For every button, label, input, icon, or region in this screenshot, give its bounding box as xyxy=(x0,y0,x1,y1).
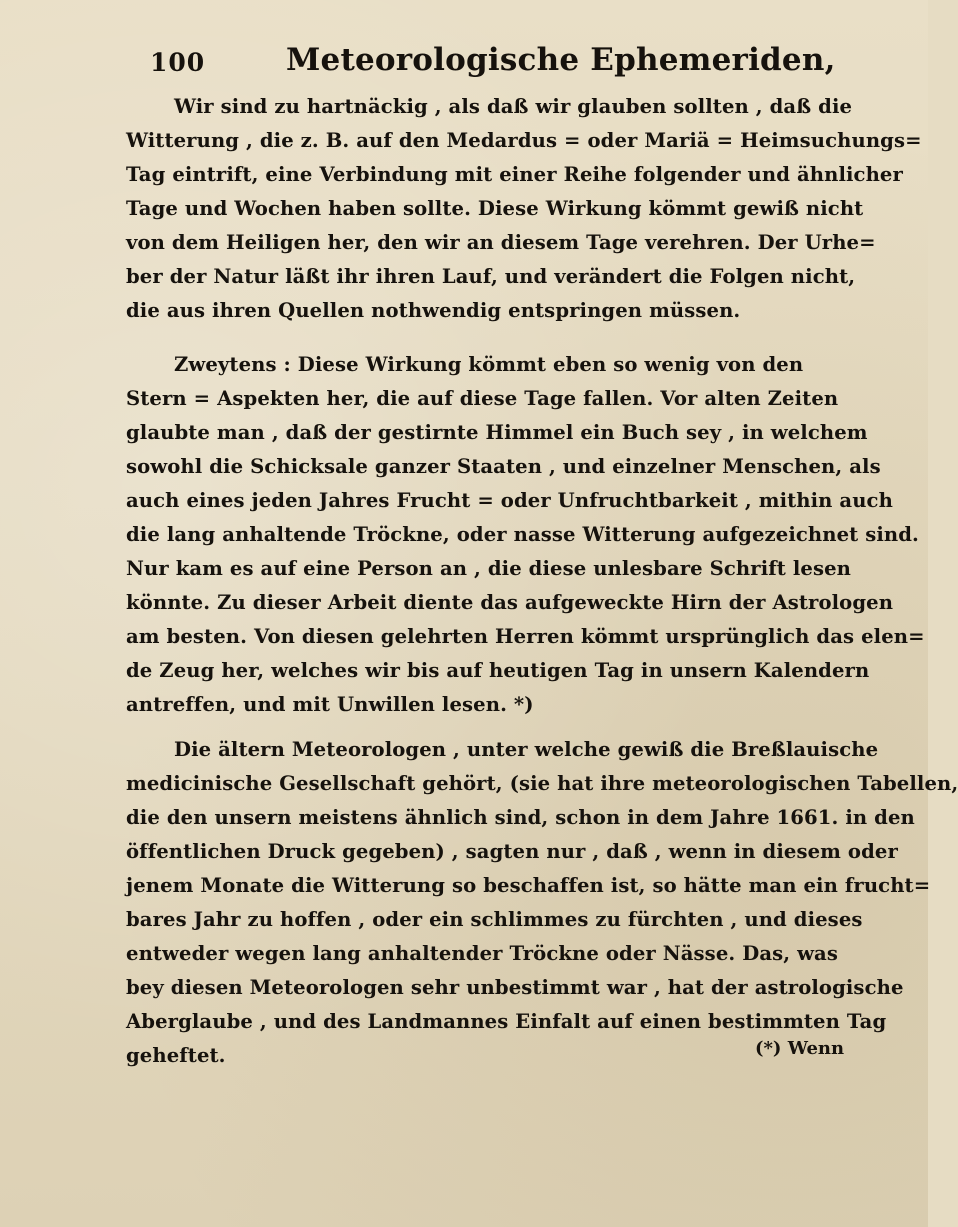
text-line: Aberglaube , und des Landmannes Einfalt auf einen bestimmten Tag xyxy=(126,1010,887,1033)
text-line: bey diesen Meteorologen sehr unbestimmt war , hat der astrologische xyxy=(126,976,904,999)
text-line: könnte. Zu dieser Arbeit diente das aufgeweckte Hirn der Astrologen xyxy=(126,591,894,614)
running-title: Meteorologische Ephemeriden, xyxy=(286,42,836,78)
text-line: die aus ihren Quellen nothwendig entspringen müssen. xyxy=(126,299,741,322)
page-header xyxy=(150,42,836,86)
text-line: medicinische Gesellschaft gehört, (sie hat ihre meteorologischen Tabellen, xyxy=(126,772,958,795)
text-line: bares Jahr zu hoffen , oder ein schlimmes zu fürchten , und dieses xyxy=(126,908,863,931)
text-line: de Zeug her, welches wir bis auf heutigen Tag in unsern Kalendern xyxy=(126,659,870,682)
text-line: geheftet. xyxy=(126,1044,226,1067)
page-number: 100 xyxy=(150,48,206,77)
text-line: öffentlichen Druck gegeben) , sagten nur , daß , wenn in diesem oder xyxy=(126,840,898,863)
text-line: jenem Monate die Witterung so beschaffen ist, so hätte man ein frucht= xyxy=(126,874,931,897)
paragraph-3 xyxy=(126,733,958,1073)
text-line: entweder wegen lang anhaltender Tröckne oder Nässe. Das, was xyxy=(126,942,838,965)
text-line: Tage und Wochen haben sollte. Diese Wirkung kömmt gewiß nicht xyxy=(126,197,864,220)
text-line: Nur kam es auf eine Person an , die diese unlesbare Schrift lesen xyxy=(126,557,851,580)
text-line: Tag eintrift, eine Verbindung mit einer Reihe folgender und ähnlicher xyxy=(126,163,903,186)
text-line: antreffen, und mit Unwillen lesen. *) xyxy=(126,693,534,716)
text-line: Stern = Aspekten her, die auf diese Tage fallen. Vor alten Zeiten xyxy=(126,387,839,410)
text-line: ber der Natur läßt ihr ihren Lauf, und verändert die Folgen nicht, xyxy=(126,265,856,288)
text-line: sowohl die Schicksale ganzer Staaten , und einzelner Menschen, als xyxy=(126,455,881,478)
text-line: die den unsern meistens ähnlich sind, schon in dem Jahre 1661. in den xyxy=(126,806,915,829)
text-line: Witterung , die z. B. auf den Medardus = oder Mariä = Heimsuchungs= xyxy=(126,129,922,152)
footnote-catchword: (*) Wenn xyxy=(755,1038,845,1059)
text-line: auch eines jeden Jahres Frucht = oder Unfruchtbarkeit , mithin auch xyxy=(126,489,893,512)
text-line: Die ältern Meteorologen , unter welche gewiß die Breßlauische xyxy=(174,738,879,761)
text-line: die lang anhaltende Tröckne, oder nasse Witterung aufgezeichnet sind. xyxy=(126,523,919,546)
text-line: glaubte man , daß der gestirnte Himmel ein Buch sey , in welchem xyxy=(126,421,868,444)
paragraph-1 xyxy=(126,90,922,328)
text-line: Zweytens : Diese Wirkung kömmt eben so wenig von den xyxy=(174,353,804,376)
paragraph-2 xyxy=(126,348,925,722)
text-line: Wir sind zu hartnäckig , als daß wir glauben sollten , daß die xyxy=(174,95,853,118)
text-line: von dem Heiligen her, den wir an diesem Tage verehren. Der Urhe= xyxy=(126,231,876,254)
text-line: am besten. Von diesen gelehrten Herren kömmt ursprünglich das elen= xyxy=(126,625,925,648)
